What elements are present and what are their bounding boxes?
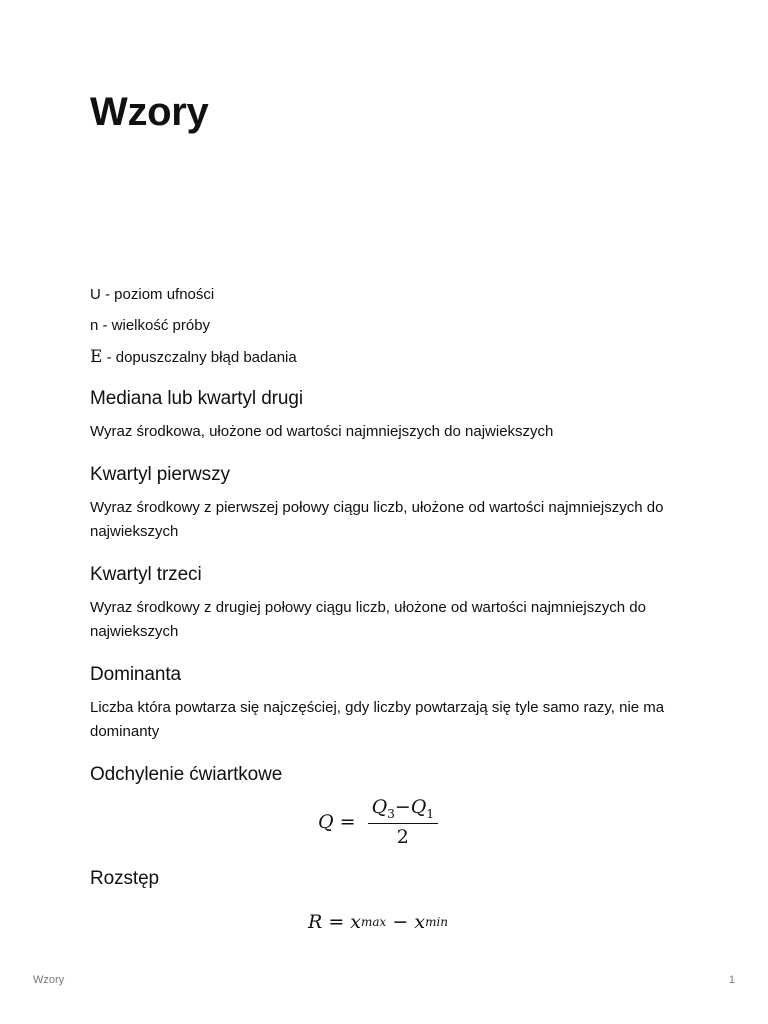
page-title: Wzory [90, 90, 209, 134]
section-heading-mediana: Mediana lub kwartyl drugi [90, 388, 303, 409]
formula-equals: = [333, 811, 362, 833]
section-text-mediana: Wyraz środkowa, ułożone od wartości najmniejszych do najwiekszych [90, 423, 554, 440]
formula-numerator [368, 796, 438, 824]
definition-e [90, 346, 690, 369]
definition-text: - wielkość próby [98, 317, 211, 334]
formula-lhs: R [307, 911, 323, 933]
section-heading-odchylenie: Odchylenie ćwiartkowe [90, 764, 283, 785]
definition-u [90, 284, 690, 306]
section-text-kwartyl-pierwszy: Wyraz środkowy z pierwszej połowy ciągu liczb, ułożone od wartości najmniejszych do najwiekszych [90, 499, 664, 540]
footer-title: Wzory [33, 974, 65, 986]
quartile-deviation-formula [66, 796, 690, 848]
formula-xmin-sub: min [425, 915, 449, 929]
page-number: 1 [728, 974, 735, 986]
definition-text: - poziom ufności [100, 286, 215, 303]
formula-fraction [368, 796, 438, 848]
definition-symbol: E [90, 347, 103, 367]
formula-q1: Q [410, 796, 427, 819]
section-heading-kwartyl-trzeci: Kwartyl trzeci [90, 564, 202, 585]
section-text-dominanta: Liczba która powtarza się najczęściej, gdy liczby powtarzają się tyle samo razy, nie ma dominanty [90, 699, 665, 740]
formula-q3-sub: 3 [387, 806, 395, 821]
formula-q1-sub: 1 [426, 806, 434, 821]
definition-symbol: U [90, 286, 101, 303]
definition-n [90, 315, 690, 337]
definition-symbol: n [90, 317, 99, 334]
formula-q3: Q [371, 796, 388, 819]
formula-xmax-sub: max [361, 915, 387, 929]
section-heading-kwartyl-pierwszy: Kwartyl pierwszy [90, 464, 230, 485]
section-heading-rozstep: Rozstęp [90, 868, 160, 889]
section-text-kwartyl-trzeci: Wyraz środkowy z drugiej połowy ciągu liczb, ułożone od wartości najmniejszych do najwiekszych [90, 599, 646, 640]
formula-minus: − [392, 911, 409, 933]
formula-xmax: x [350, 911, 362, 933]
formula-denominator: 2 [396, 825, 409, 848]
formula-lhs: Q [318, 811, 334, 833]
document-body [90, 284, 690, 944]
range-formula [66, 900, 690, 944]
definition-text: - dopuszczalny błąd badania [102, 349, 297, 366]
formula-minus: − [394, 796, 411, 819]
section-heading-dominanta: Dominanta [90, 664, 181, 685]
formula-xmin: x [414, 911, 426, 933]
formula-equals: = [322, 911, 351, 933]
